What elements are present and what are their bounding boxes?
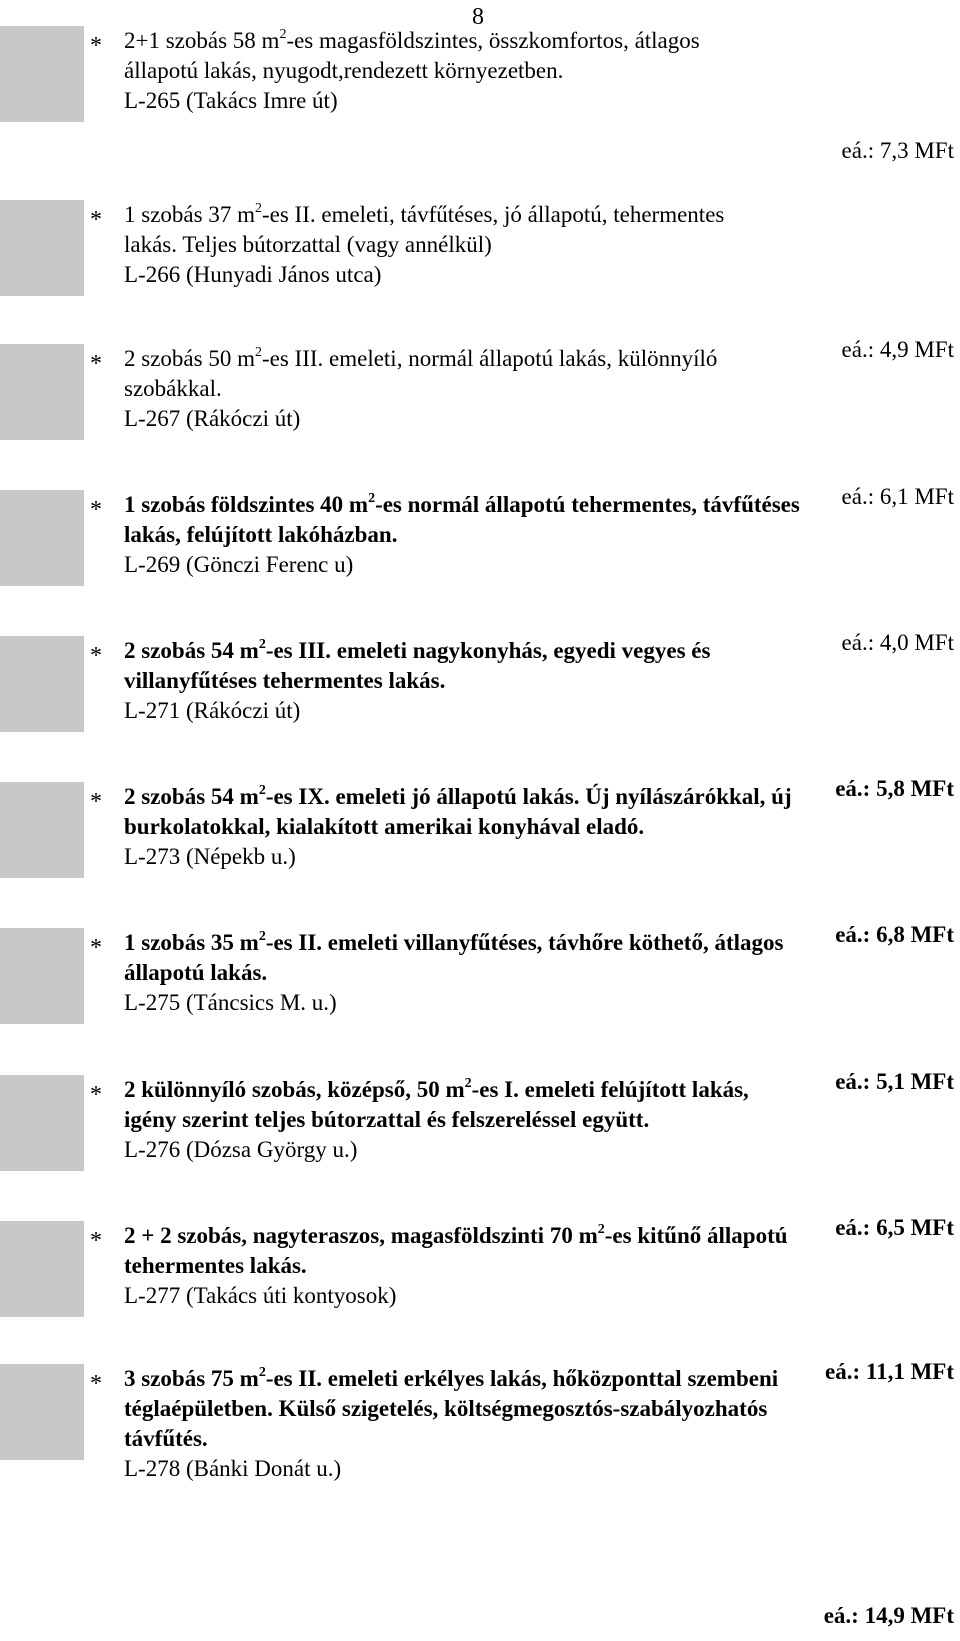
listing-reference: L-276 (Dózsa György u.) — [124, 1137, 358, 1162]
listing-price: eá.: 11,1 MFt — [824, 1359, 954, 1384]
listing-marker-bar — [0, 344, 84, 440]
listing-price: eá.: 6,1 MFt — [841, 484, 954, 509]
superscript: 2 — [254, 201, 262, 216]
listing-price: eá.: 14,9 MFt — [823, 1603, 954, 1628]
listing-description-line: 2 szobás 54 $m^2-es$ III. emeleti nagykonyhás, egyedi vegyes és — [124, 637, 711, 663]
asterisk-bullet-icon: * — [90, 1228, 102, 1254]
listing-price: eá.: 7,3 MFt — [841, 138, 954, 163]
listing-reference: L-266 (Hunyadi János utca) — [124, 262, 382, 287]
page-number: 8 — [472, 4, 484, 30]
asterisk-bullet-icon: * — [90, 33, 102, 59]
superscript: 2 — [258, 1365, 266, 1380]
listing-reference: L-277 (Takács úti kontyosok) — [124, 1283, 397, 1308]
listing-marker-bar — [0, 782, 84, 878]
listing-marker-bar — [0, 26, 84, 122]
listing-reference: L-275 (Táncsics M. u.) — [124, 990, 337, 1015]
superscript: 2 — [368, 491, 376, 506]
superscript: 2 — [254, 345, 262, 360]
listing-description-line: villanyfűtéses tehermentes lakás. — [124, 668, 446, 693]
listing-description-line: 2 + 2 szobás, nagyteraszos, magasföldszinti 70 $m^2-es$ kitűnő állapotú — [124, 1222, 788, 1248]
listing-marker-bar — [0, 1221, 84, 1317]
listing-description-line: 2 szobás 54 $m^2-es$ IX. emeleti jó állapotú lakás. Új nyílászárókkal, új — [124, 783, 792, 809]
listing-description-line: távfűtés. — [124, 1426, 208, 1451]
listing-description-line: 1 szobás földszintes 40 $m^2-es$ normál állapotú tehermentes, távfűtéses — [124, 491, 800, 517]
asterisk-bullet-icon: * — [90, 497, 102, 523]
listing-description-line: lakás. Teljes bútorzattal (vagy annélkül) — [124, 232, 492, 257]
listing-marker-bar — [0, 490, 84, 586]
listing-reference: L-271 (Rákóczi út) — [124, 698, 301, 723]
listing-description-line: 2+1 szobás 58 $m^2-es$ magasföldszintes, összkomfortos, átlagos — [124, 27, 700, 53]
listing-description-line: szobákkal. — [124, 376, 222, 401]
superscript: 2 — [258, 783, 266, 798]
asterisk-bullet-icon: * — [90, 207, 102, 233]
listing-marker-bar — [0, 200, 84, 296]
listing-price: eá.: 6,5 MFt — [835, 1215, 954, 1240]
superscript: 2 — [464, 1076, 472, 1091]
listing-marker-bar — [0, 1075, 84, 1171]
superscript: 2 — [597, 1222, 605, 1237]
listing-price: eá.: 4,9 MFt — [841, 337, 954, 362]
asterisk-bullet-icon: * — [90, 935, 102, 961]
listing-reference: L-273 (Népekb u.) — [124, 844, 296, 869]
listing-reference: L-278 (Bánki Donát u.) — [124, 1456, 342, 1481]
superscript: 2 — [279, 27, 287, 42]
listing-description-line: 3 szobás 75 $m^2-es$ II. emeleti erkélyes lakás, hőközponttal szembeni — [124, 1365, 779, 1391]
asterisk-bullet-icon: * — [90, 1371, 102, 1397]
listing-price: eá.: 6,8 MFt — [835, 922, 954, 947]
listing-description-line: tehermentes lakás. — [124, 1253, 307, 1278]
asterisk-bullet-icon: * — [90, 789, 102, 815]
listing-description-line: 2 különnyíló szobás, középső, 50 $m^2-es$ I. emeleti felújított lakás, — [124, 1076, 749, 1102]
listing-price: eá.: 4,0 MFt — [841, 630, 954, 655]
listing-description-line: lakás, felújított lakóházban. — [124, 522, 398, 547]
listing-reference: L-267 (Rákóczi út) — [124, 406, 301, 431]
listing-marker-bar — [0, 1364, 84, 1460]
listing-description-line: állapotú lakás. — [124, 960, 268, 985]
listing-description-line: burkolatokkal, kialakított amerikai konyhával eladó. — [124, 814, 645, 839]
listing-description-line: 2 szobás 50 $m^2-es$ III. emeleti, normál állapotú lakás, különnyíló — [124, 345, 718, 371]
listing-marker-bar — [0, 636, 84, 732]
superscript: 2 — [258, 637, 266, 652]
listing-marker-bar — [0, 928, 84, 1024]
listing-price: eá.: 5,1 MFt — [835, 1069, 954, 1094]
asterisk-bullet-icon: * — [90, 643, 102, 669]
listing-reference: L-269 (Gönczi Ferenc u) — [124, 552, 354, 577]
listing-price: eá.: 5,8 MFt — [835, 776, 954, 801]
asterisk-bullet-icon: * — [90, 351, 102, 377]
listing-reference: L-265 (Takács Imre út) — [124, 88, 338, 113]
listing-description-line: igény szerint teljes bútorzattal és felszereléssel együtt. — [124, 1107, 650, 1132]
asterisk-bullet-icon: * — [90, 1082, 102, 1108]
listing-description-line: téglaépületben. Külső szigetelés, költségmegosztós-szabályozhatós — [124, 1396, 768, 1421]
superscript: 2 — [258, 929, 266, 944]
listing-description-line: 1 szobás 35 $m^2-es$ II. emeleti villanyfűtéses, távhőre köthető, átlagos — [124, 929, 784, 955]
listing-description-line: állapotú lakás, nyugodt,rendezett környezetben. — [124, 58, 564, 83]
listing-description-line: 1 szobás 37 $m^2-es$ II. emeleti, távfűtéses, jó állapotú, tehermentes — [124, 201, 725, 227]
